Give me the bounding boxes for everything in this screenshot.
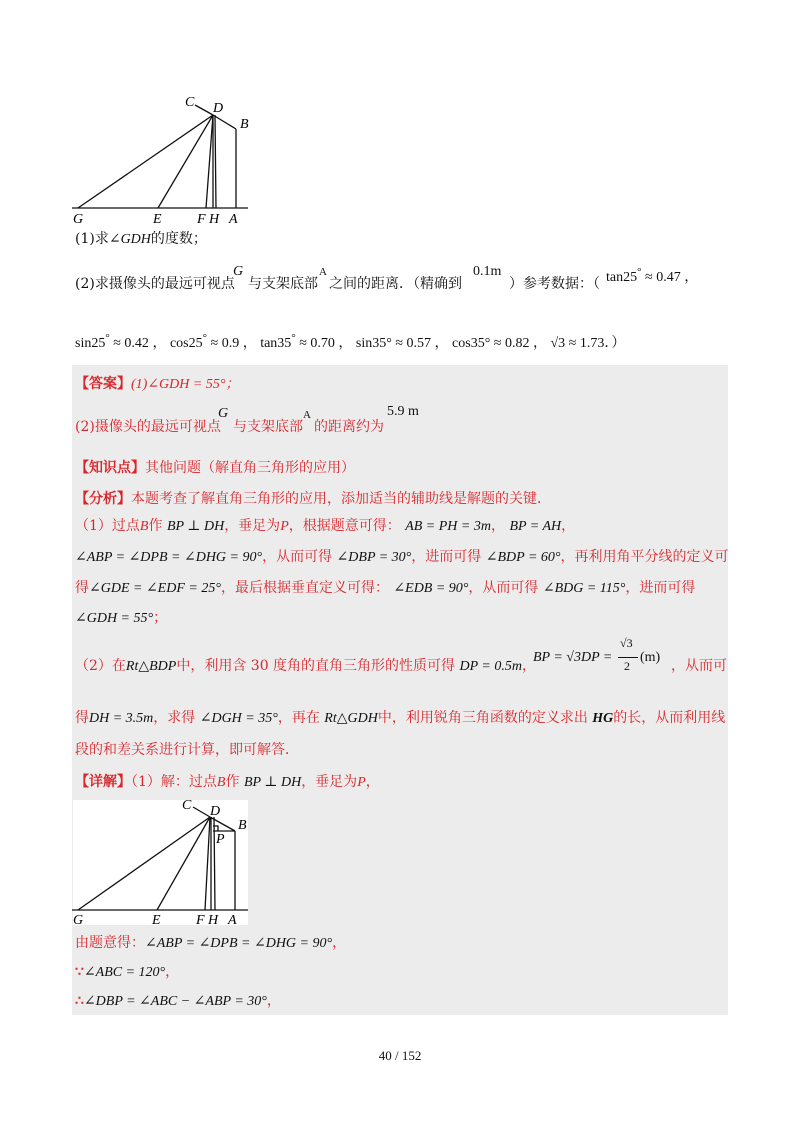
label-D: D	[210, 804, 221, 819]
answer-line-2-suffix: 的距离约为	[314, 419, 384, 435]
segment-DE	[158, 115, 213, 208]
detail-line-3: ∵∠ABC = 120°，	[75, 964, 180, 980]
label-F: F	[197, 212, 206, 227]
analysis-line-4: 得∠GDE = ∠EDF = 25°，最后根据垂直定义可得： ∠EDB = 90°，从而可得 ∠BDG = 115°，进而可得	[75, 580, 696, 596]
geometry-figure-1	[70, 92, 260, 227]
segment-DH2	[215, 115, 216, 208]
label-B: B	[238, 818, 247, 833]
analysis-line-5: ∠GDH = 55°；	[75, 610, 168, 626]
knowledge-line: 【知识点】其他问题（解直角三角形的应用）	[75, 460, 355, 476]
segment-DF	[205, 817, 210, 910]
segment-DG	[78, 817, 210, 910]
analysis-line-6-end: ，从而可	[671, 658, 727, 674]
analysis-line-6: （2）在Rt△BDP中，利用含 30 度角的直角三角形的性质可得 DP = 0.5m，	[75, 658, 536, 674]
label-E: E	[152, 913, 161, 928]
question-1: (1)求∠GDH的度数；	[75, 231, 207, 247]
unit-m: (m)	[640, 650, 661, 665]
answer-line-1: 【答案】(1)∠GDH = 55°；	[75, 376, 240, 392]
segment-DB	[213, 115, 236, 129]
analysis-line-3: ∠ABP = ∠DPB = ∠DHG = 90°，从而可得 ∠DBP = 30°，进而可得 ∠BDP = 60°，再利用角平分线的定义可	[75, 549, 729, 565]
answer-point-g: G	[218, 406, 229, 421]
detail-line-1: 【详解】（1）解：过点B作 BP ⊥ DH，垂足为P，	[75, 774, 380, 790]
question-2-ref: ）参考数据：（	[509, 276, 600, 292]
label-P: P	[216, 832, 225, 847]
ref-data-line: sin25° ≈ 0.42 ， cos25° ≈ 0.9 ， tan35° ≈ 0.70 ， sin35° ≈ 0.57 ， cos35° ≈ 0.82 ， √3 ≈ 1.73．）	[75, 332, 626, 351]
detail-line-4: ∴∠DBP = ∠ABC − ∠ABP = 30°，	[75, 993, 281, 1009]
segment-CD	[193, 807, 210, 817]
geometry-figure-2	[70, 795, 260, 928]
label-C: C	[182, 798, 192, 813]
point-g: G	[233, 264, 244, 279]
label-G: G	[73, 212, 84, 227]
label-C: C	[185, 95, 195, 110]
segment-DG	[78, 115, 213, 208]
question-2-mid: 与支架底部	[248, 276, 318, 292]
answer-line-2: (2)摄像头的最远可视点	[75, 419, 221, 435]
analysis-line-2: （1）过点B作 BP ⊥ DH，垂足为P，根据题意可得： AB = PH = 3m， BP = AH，	[75, 518, 576, 534]
label-A: A	[228, 913, 237, 928]
answer-distance: 5.9 m	[387, 404, 419, 419]
label-D: D	[213, 101, 224, 116]
label-F: F	[196, 913, 205, 928]
fraction-bar	[618, 657, 638, 658]
answer-line-2-mid: 与支架底部	[233, 419, 303, 435]
ref-tan25: tan25° ≈ 0.47 ，	[606, 266, 699, 285]
fraction-numerator: √3	[620, 636, 633, 650]
question-2-suffix: 之间的距离．（精确到	[329, 276, 462, 292]
analysis-line-8: 段的和差关系进行计算，即可解答．	[75, 742, 299, 758]
label-A: A	[229, 212, 238, 227]
precision-value: 0.1m	[473, 264, 502, 279]
analysis-line-7: 得DH = 3.5m，求得 ∠DGH = 35°，再在 Rt△GDH中，利用锐角三角函数的定义求出 HG的长，从而利用线	[75, 710, 726, 726]
segment-DE	[157, 817, 210, 910]
label-B: B	[240, 117, 249, 132]
detail-line-2: 由题意得：∠ABP = ∠DPB = ∠DHG = 90°，	[75, 935, 347, 951]
page-number: 40 / 152	[378, 1048, 422, 1063]
label-H: H	[208, 913, 219, 928]
label-G: G	[73, 913, 84, 928]
analysis-line-1: 【分析】本题考查了解直角三角形的应用，添加适当的辅助线是解题的关键．	[75, 491, 551, 507]
segment-DF	[206, 115, 213, 208]
analysis-bp-formula: BP = √3DP =	[533, 650, 613, 665]
question-2: (2)求摄像头的最远可视点	[75, 276, 235, 292]
fraction-denominator: 2	[624, 659, 630, 673]
answer-point-a: A	[303, 409, 311, 421]
label-H: H	[209, 212, 220, 227]
point-a: A	[319, 266, 327, 278]
label-E: E	[153, 212, 162, 227]
segment-CD	[195, 105, 213, 115]
